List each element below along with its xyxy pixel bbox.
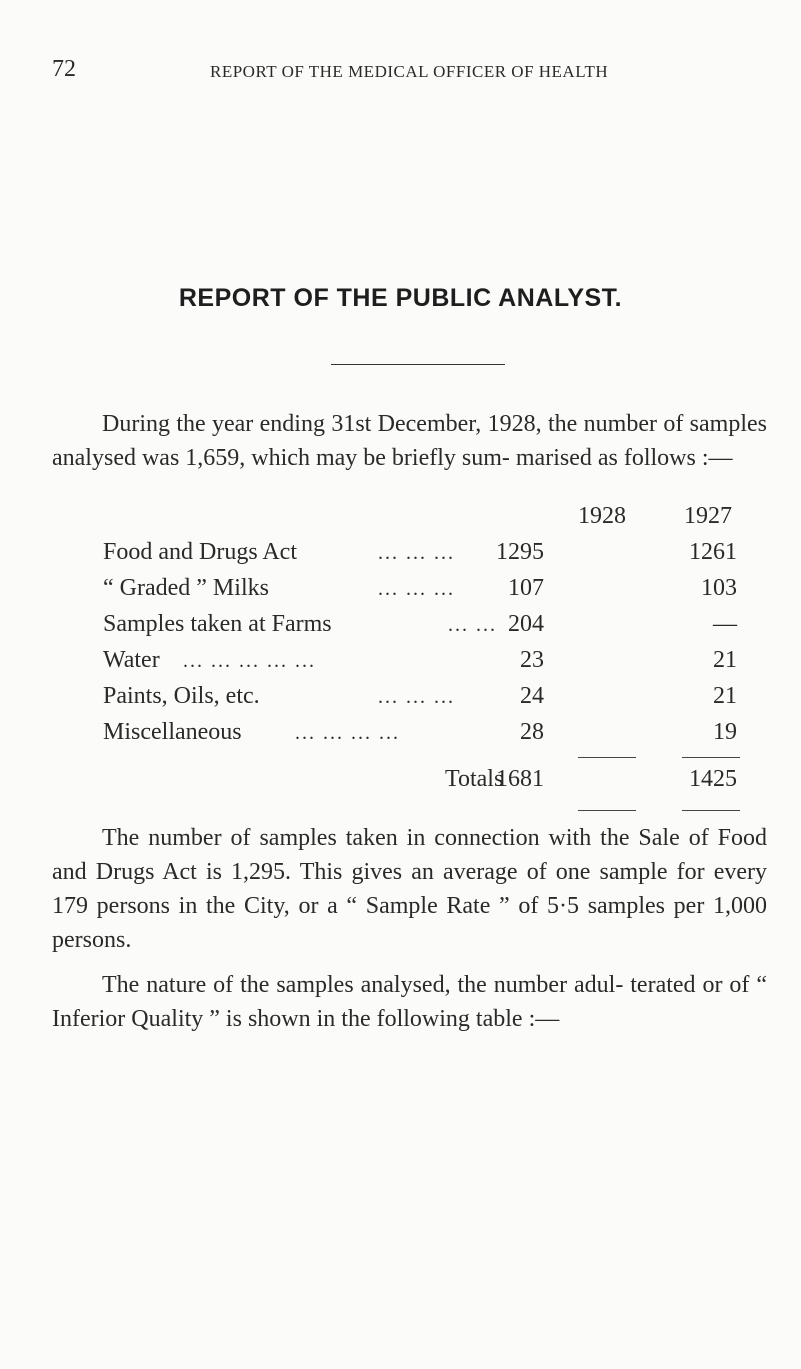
table-row [0, 719, 801, 753]
sample-rate-paragraph: The number of samples taken in connection with the Sale of Food and Drugs Act is 1,295. This gives an average of one sample for every 179 persons in the City, or a “ Sample Rate ” of 5·5 samples per 1,000 persons. [52, 825, 767, 953]
table-row [0, 539, 801, 573]
totals-label: Totals [445, 766, 504, 792]
row-label: “ Graded ” Milks [103, 575, 269, 601]
running-header [0, 52, 801, 92]
value-1927: 21 [713, 683, 737, 709]
table-row [0, 575, 801, 609]
dot-leaders: ... ... ... [378, 578, 455, 600]
row-label: Paints, Oils, etc. [103, 683, 260, 709]
sum-rule [682, 757, 740, 758]
table-row [0, 647, 801, 681]
value-1927: — [713, 611, 737, 637]
value-1927: 19 [713, 719, 737, 745]
total-rule [682, 810, 740, 811]
row-label: Miscellaneous [103, 719, 242, 745]
dot-leaders: ... ... ... ... ... [183, 650, 316, 672]
total-rule [578, 810, 636, 811]
value-1928: 23 [520, 647, 544, 673]
intro-paragraph: During the year ending 31st December, 1928, the number of samples analysed was 1,659, which may be briefly sum- marised as follows :— [52, 411, 767, 471]
column-header-1928: 1928 [578, 503, 626, 529]
nature-paragraph: The nature of the samples analysed, the number adul- terated or of “ Inferior Quality ” is shown in the following table :— [52, 972, 767, 1032]
value-1928: 28 [520, 719, 544, 745]
value-1928: 204 [508, 611, 544, 637]
table-row [0, 611, 801, 645]
title-rule [331, 364, 505, 365]
page-number: 72 [52, 56, 76, 82]
value-1927: 21 [713, 647, 737, 673]
dot-leaders: ... ... ... ... [295, 722, 400, 744]
value-1927: 103 [701, 575, 737, 601]
total-1928: 1681 [496, 766, 544, 792]
row-label: Food and Drugs Act [103, 539, 297, 565]
dot-leaders: ... ... ... [378, 686, 455, 708]
row-label: Samples taken at Farms [103, 611, 332, 637]
sum-rule [578, 757, 636, 758]
running-title: REPORT OF THE MEDICAL OFFICER OF HEALTH [210, 62, 609, 81]
dot-leaders: ... ... [448, 614, 497, 636]
table-row [0, 683, 801, 717]
row-label: Water [103, 647, 160, 673]
total-1927: 1425 [689, 766, 737, 792]
value-1928: 24 [520, 683, 544, 709]
column-header-1927: 1927 [684, 503, 732, 529]
value-1928: 107 [508, 575, 544, 601]
totals-row [0, 766, 801, 800]
dot-leaders: ... ... ... [378, 542, 455, 564]
value-1928: 1295 [496, 539, 544, 565]
value-1927: 1261 [689, 539, 737, 565]
section-title: REPORT OF THE PUBLIC ANALYST. [178, 284, 623, 312]
